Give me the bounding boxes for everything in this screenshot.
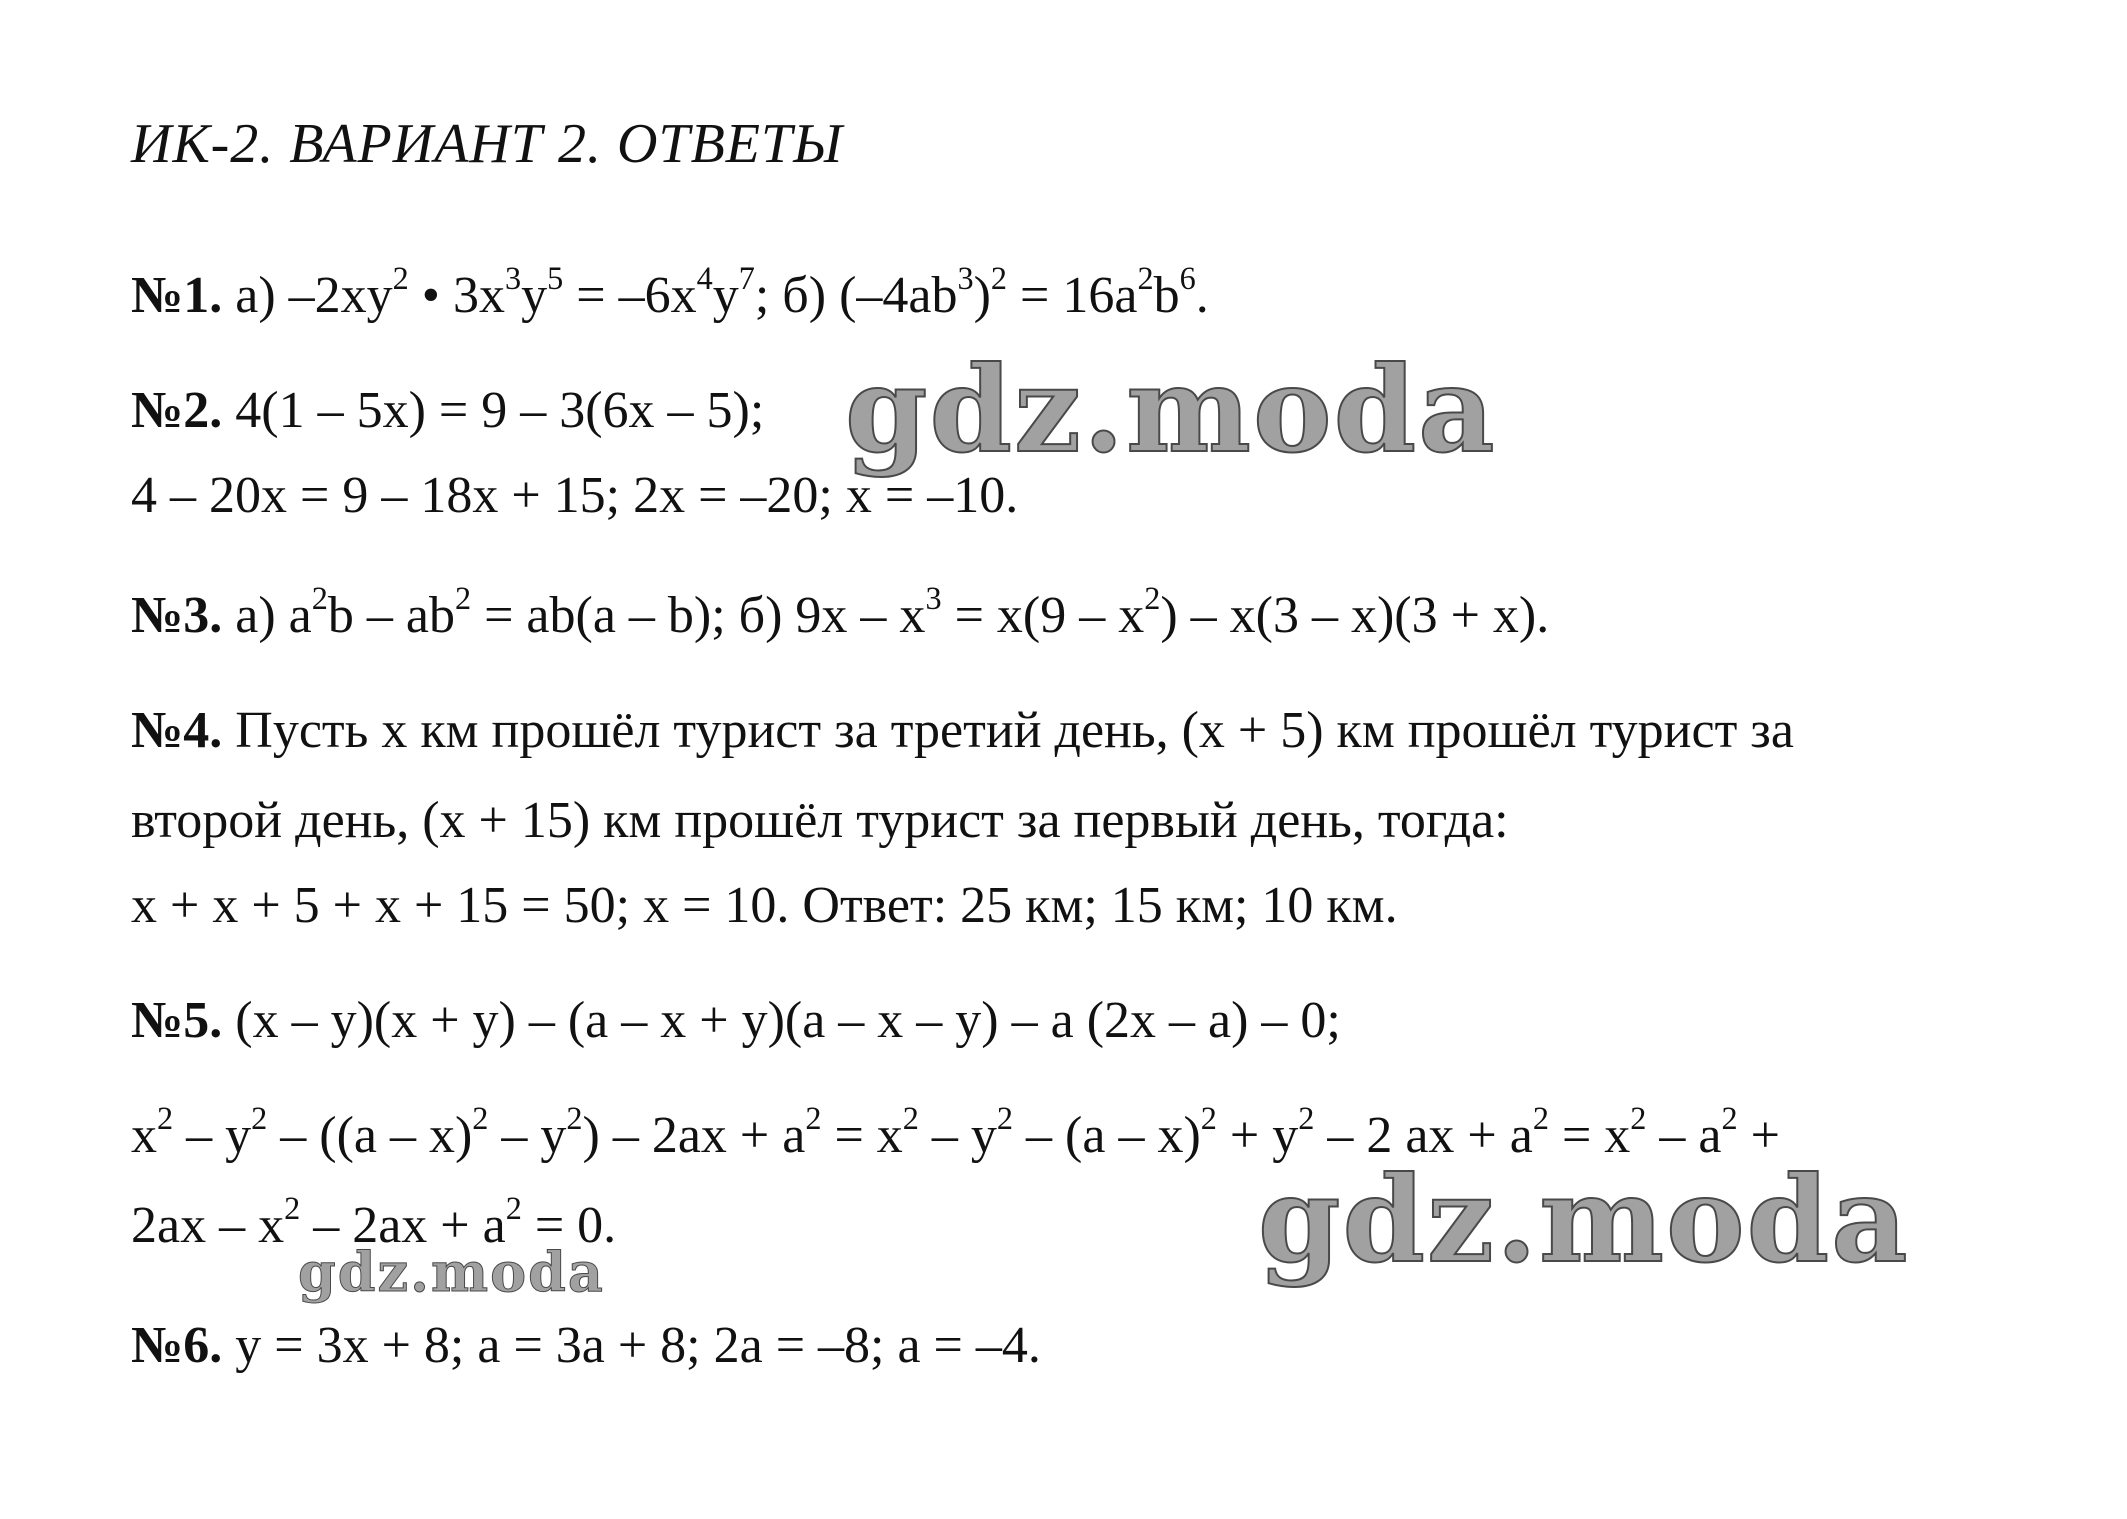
problem-2-line-2: 4 – 20x = 9 – 18x + 15; 2x = –20; x = –10. <box>131 467 1019 524</box>
problem-number: №1. <box>131 267 223 324</box>
problem-number: №5. <box>131 992 223 1049</box>
problem-1: №1. а) $-2xy^2$ • $3x^3y^5 = -6x^4y^7$; б) $(-4ab^3)^2 = 16a^2b^6$. <box>131 259 1209 324</box>
watermark: gdz.moda <box>298 1240 605 1304</box>
problem-5-line-2: $x^2 - y^2 - ((a - x)^2 - y^2) - 2ax + a^2 = x^2 - y^2 - (a - x)^2 + y^2 - 2$ ax + $a^2 = x^2 - a^2$ + <box>131 1099 1780 1164</box>
problem-number: №3. <box>131 587 223 644</box>
problem-6: №6. y = 3x + 8; a = 3a + 8; 2a = –8; a = –4. <box>131 1317 1041 1374</box>
problem-4-line-3: x + x + 5 + x + 15 = 50; x = 10. Ответ: 25 км; 15 км; 10 км. <box>131 877 1398 934</box>
problem-4-line-2: второй день, (x + 15) км прошёл турист за первый день, тогда: <box>131 792 1509 849</box>
problem-number: №2. <box>131 382 223 439</box>
problem-number: №6. <box>131 1317 223 1374</box>
problem-5-line-3: $2ax - x^2 - 2ax + a^2 = 0$. <box>131 1189 617 1254</box>
watermark: gdz.moda <box>845 340 1497 479</box>
problem-number: №4. <box>131 702 223 759</box>
problem-3: №3. а) $a^2b - ab^2 = ab(a - b)$; б) $9x - x^3 = x(9 - x^2) - x(3 - x)(3 + x)$. <box>131 579 1550 644</box>
problem-4-line-1: №4. Пусть x км прошёл турист за третий день, (x + 5) км прошёл турист за <box>131 702 1794 759</box>
page-title: ИК-2. ВАРИАНТ 2. ОТВЕТЫ <box>131 113 843 175</box>
watermark: gdz.moda <box>1258 1150 1910 1289</box>
problem-2-line-1: №2. 4(1 – 5x) = 9 – 3(6x – 5); <box>131 382 765 439</box>
problem-5-line-1: №5. (x – y)(x + y) – (a – x + y)(a – x – y) – a (2x – a) – 0; <box>131 992 1341 1049</box>
